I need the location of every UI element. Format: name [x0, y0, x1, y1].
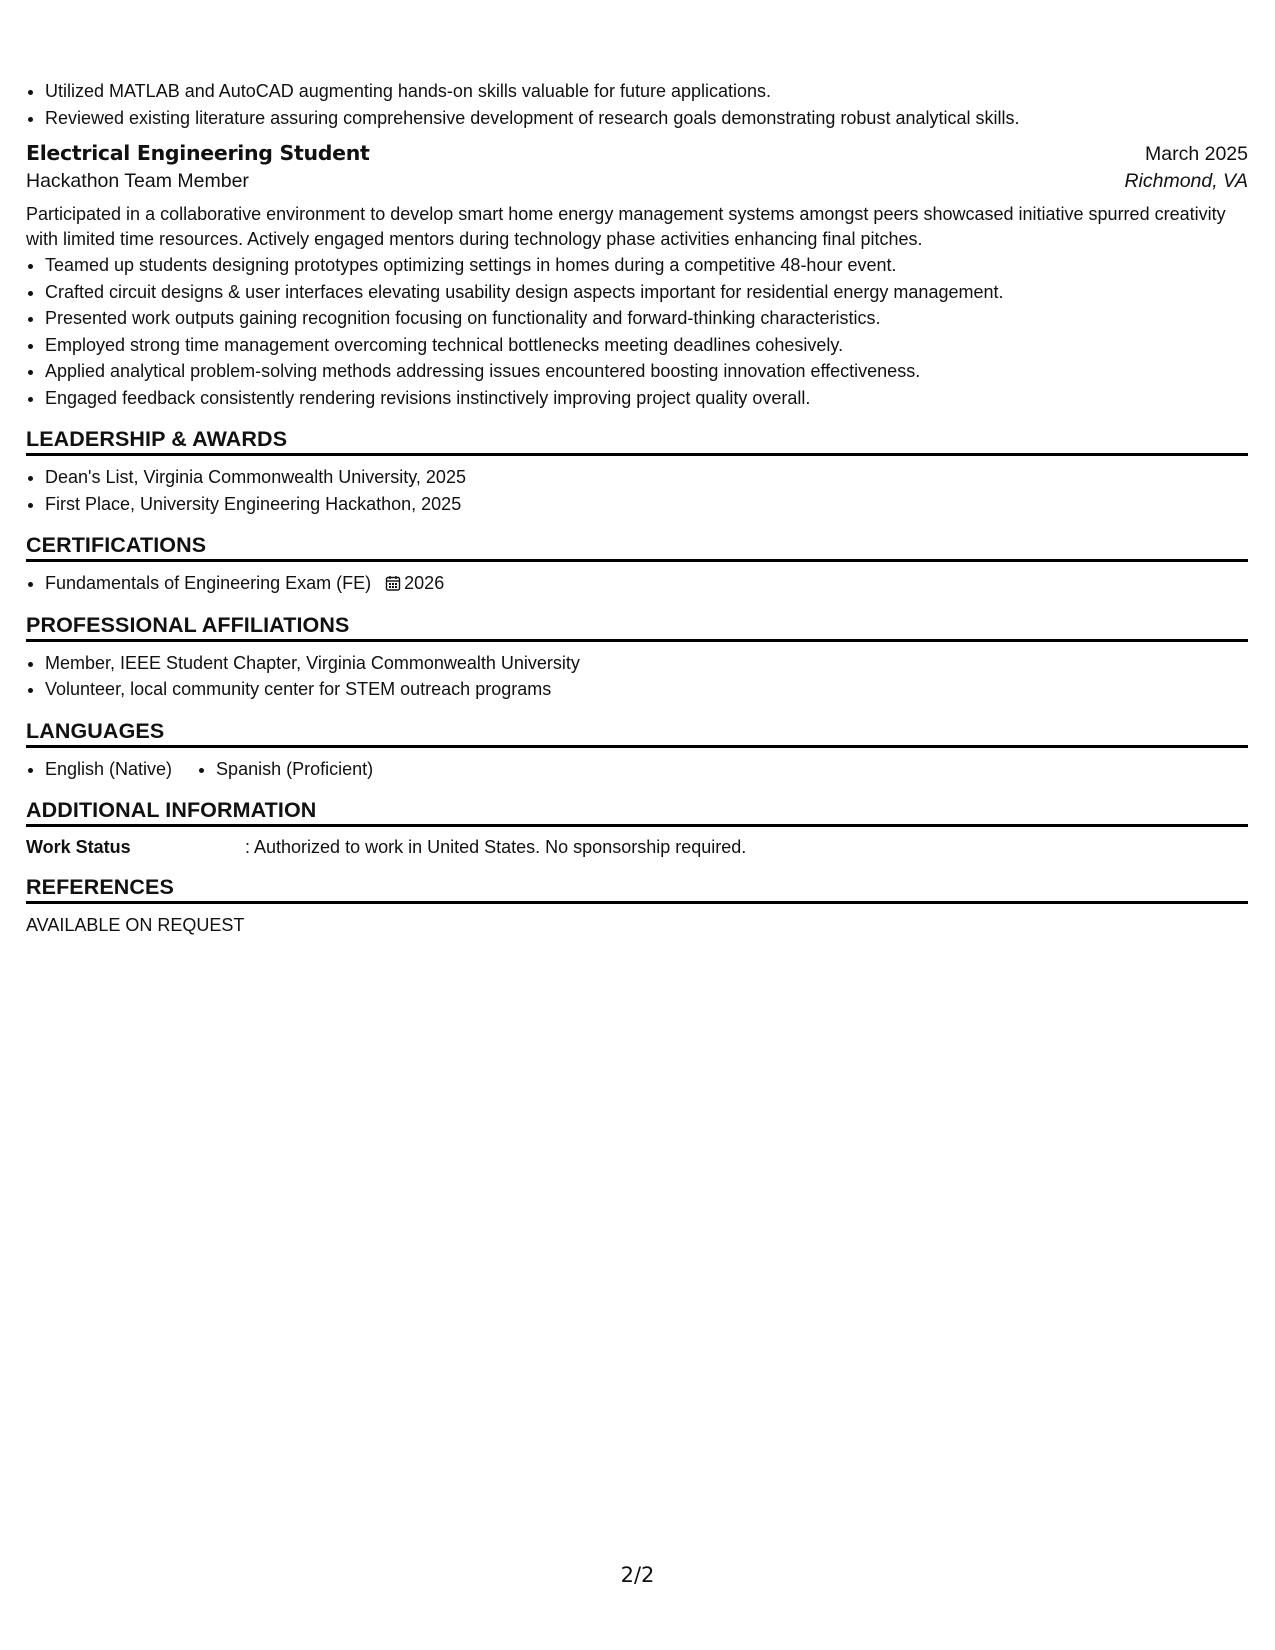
references-section — [26, 875, 1248, 937]
list-item: • Member, IEEE Student Chapter, Virginia Commonwealth University — [45, 650, 1248, 677]
work-status-value: : Authorized to work in United States. No sponsorship required. — [245, 837, 747, 857]
page-number: 2/2 — [620, 1563, 655, 1587]
references-text: AVAILABLE ON REQUEST — [26, 915, 245, 935]
additional-info-section — [26, 798, 1248, 859]
list-item: • Presented work outputs gaining recognition focusing on functionality and forward-thinking characteristics. — [45, 305, 1248, 332]
certifications-section — [26, 533, 1248, 597]
certification-date: 2026 — [404, 573, 445, 593]
section-heading: ADDITIONAL INFORMATION — [26, 798, 1248, 827]
list-item: • First Place, University Engineering Hackathon, 2025 — [45, 491, 1248, 518]
section-heading: CERTIFICATIONS — [26, 533, 1248, 562]
section-heading: PROFESSIONAL AFFILIATIONS — [26, 613, 1248, 642]
job-date: March 2025 — [1145, 143, 1248, 165]
list-item: • Crafted circuit designs & user interfaces elevating usability design aspects important for residential energy management. — [45, 279, 1248, 306]
resume-page — [26, 78, 1248, 937]
research-bullets — [26, 78, 1248, 131]
job-organization: Hackathon Team Member — [26, 170, 249, 192]
list-item: • Engaged feedback consistently rendering revisions instinctively improving project quality overall. — [45, 385, 1248, 412]
job-title: Electrical Engineering Student — [26, 141, 370, 165]
certification-name: • Fundamentals of Engineering Exam (FE) — [45, 573, 372, 593]
calendar-icon — [385, 575, 401, 591]
experience-entry — [26, 141, 1248, 411]
job-description: Participated in a collaborative environment to develop smart home energy management systems amongst peers showcased initiative spurred creativity with limited time resources. Actively engaged mentors during technology phase activities enhancing final pitches. — [26, 204, 1226, 249]
list-item: • Utilized MATLAB and AutoCAD augmenting hands-on skills valuable for future applications. — [45, 78, 1248, 105]
affiliations-section — [26, 613, 1248, 703]
job-location: Richmond, VA — [1124, 170, 1248, 192]
list-item: • Dean's List, Virginia Commonwealth University, 2025 — [45, 464, 1248, 491]
list-item: • English (Native) — [45, 756, 172, 783]
work-status-label: Work Status — [26, 837, 131, 857]
leadership-section — [26, 427, 1248, 517]
list-item: • Applied analytical problem-solving methods addressing issues encountered boosting innovation effectiveness. — [45, 358, 1248, 385]
list-item: • Spanish (Proficient) — [216, 756, 373, 783]
list-item: • Reviewed existing literature assuring comprehensive development of research goals demonstrating robust analytical skills. — [45, 105, 1248, 132]
list-item: • Teamed up students designing prototypes optimizing settings in homes during a competitive 48-hour event. — [45, 252, 1248, 279]
section-heading: LANGUAGES — [26, 719, 1248, 748]
job-bullets — [26, 252, 1248, 411]
section-heading: LEADERSHIP & AWARDS — [26, 427, 1248, 456]
list-item: • Employed strong time management overcoming technical bottlenecks meeting deadlines cohesively. — [45, 332, 1248, 359]
list-item: • Volunteer, local community center for STEM outreach programs — [45, 676, 1248, 703]
languages-section — [26, 719, 1248, 783]
list-item — [45, 570, 1248, 597]
section-heading: REFERENCES — [26, 875, 1248, 904]
